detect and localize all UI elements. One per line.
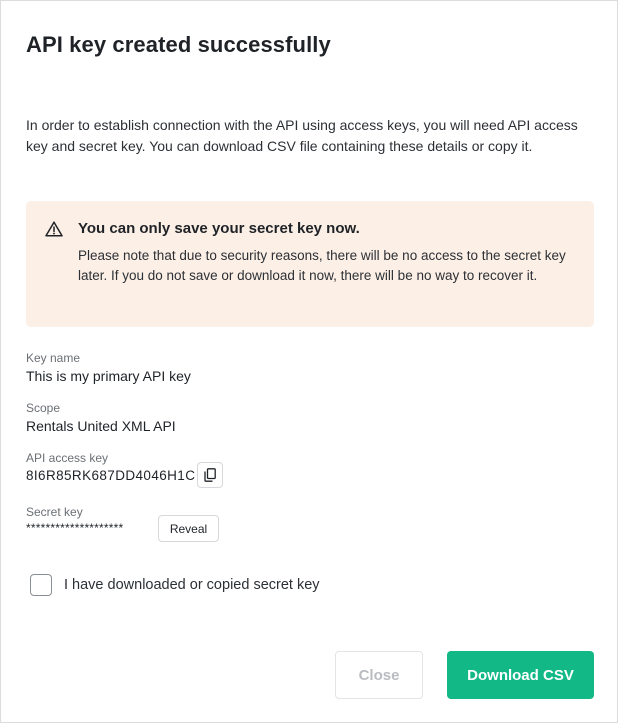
- scope-value: Rentals United XML API: [26, 418, 176, 434]
- secret-key-value: ********************: [26, 521, 124, 535]
- confirm-downloaded-label[interactable]: I have downloaded or copied secret key: [64, 577, 320, 593]
- reveal-secret-key-button[interactable]: Reveal: [158, 515, 219, 542]
- secret-key-label: Secret key: [26, 505, 83, 519]
- scope-label: Scope: [26, 401, 61, 415]
- warning-triangle-icon: [45, 221, 63, 237]
- confirm-downloaded-checkbox[interactable]: [30, 574, 52, 596]
- dialog-title: API key created successfully: [26, 32, 331, 57]
- copy-access-key-button[interactable]: [197, 462, 223, 488]
- secret-key-warning-box: [26, 201, 594, 327]
- dialog-intro-text: In order to establish connection with the API using access keys, you will need API access key and secret key. You can download CSV file containing these details or copy it.: [26, 117, 578, 154]
- key-name-value: This is my primary API key: [26, 368, 191, 384]
- warning-body: Please note that due to security reasons, there will be no access to the secret key later. If you do not save or download it now, there will be no way to recover it.: [78, 248, 566, 283]
- api-access-key-value: 8I6R85RK687DD4046H1C: [26, 468, 196, 483]
- warning-title: You can only save your secret key now.: [78, 220, 360, 237]
- copy-icon: [204, 468, 216, 482]
- download-csv-button[interactable]: Download CSV: [447, 651, 594, 699]
- close-button[interactable]: Close: [335, 651, 423, 699]
- api-access-key-label: API access key: [26, 451, 109, 465]
- confirm-downloaded-row[interactable]: [30, 574, 320, 596]
- key-name-label: Key name: [26, 351, 81, 365]
